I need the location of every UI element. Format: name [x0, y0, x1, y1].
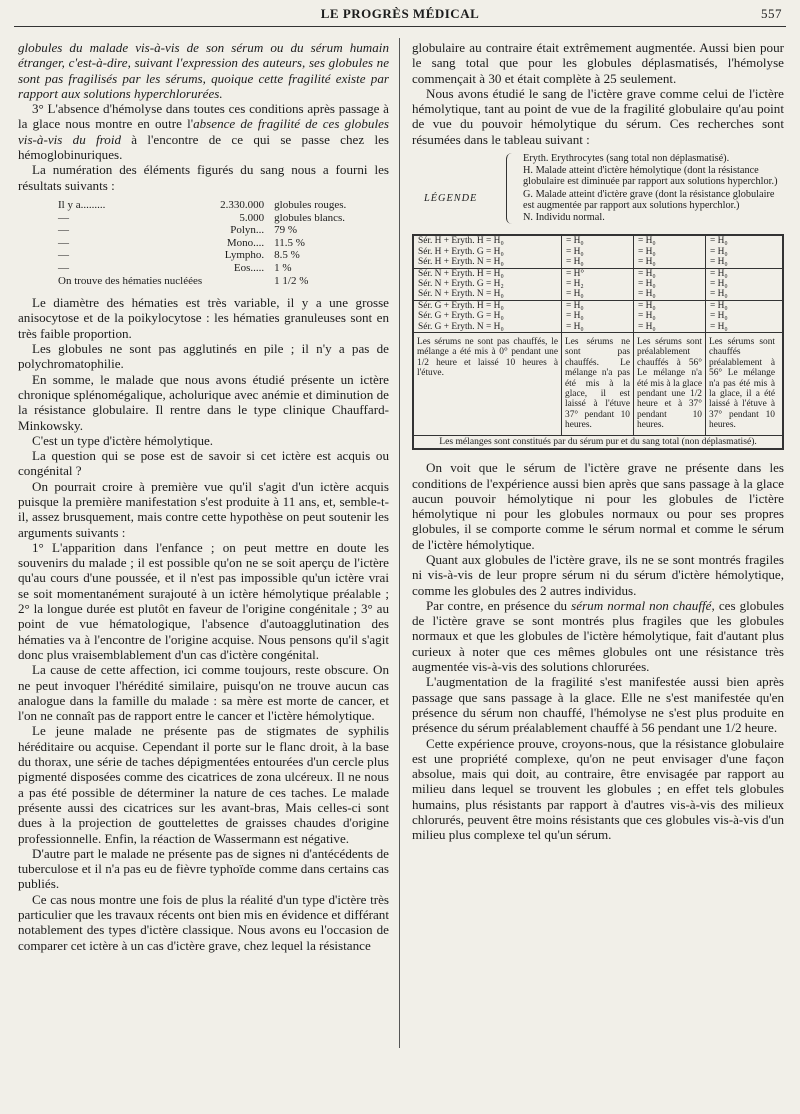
table-notes: [414, 333, 782, 436]
table-cell: Sér. H + Eryth. N = H₀: [418, 257, 504, 268]
table-column-cell: [634, 236, 706, 267]
running-header: [14, 4, 786, 27]
table-cell: = H₀: [566, 311, 584, 322]
result-row: [54, 262, 350, 275]
paragraph-text: à l'encontre de ce qui se passe chez les hémoglobinuriques.: [18, 131, 389, 163]
results-table: [54, 199, 350, 287]
paragraph: [18, 40, 389, 101]
paragraph: L'augmentation de la fragilité s'est manifestée aussi bien après passage que sans passage à la glace. Elle ne s'est manifestée qu'en présence du sérum non chauffé, l'hémolyse ne s'est plus produite en présence du sérum préalablement chauffé à 56 pendant une 1/2 heure.: [412, 674, 784, 736]
table-column-cell: [634, 269, 706, 300]
table-cell: Sér. N + Eryth. H = H₀: [418, 268, 504, 279]
result-value: Polyn...: [230, 224, 265, 237]
legend-entry: G. Malade atteint d'ictère grave (dont la résistance globulaire est augmentée par rapport aux solutions hyperchlor.): [523, 188, 775, 211]
table-cell: = H₀: [710, 289, 728, 300]
paragraph: La cause de cette affection, ici comme toujours, reste obscure. On ne peut invoquer l'hérédité similaire, puisqu'on ne trouve aucun cas analogue dans la famille du malade : sa mère est morte de cancer, et l'on ne connaît pas de rapport entre le cancer et l'ictère hémolytique.: [18, 662, 389, 724]
table-group: [414, 236, 782, 268]
table-cell: = H₀: [638, 236, 656, 247]
table-cell: = H₀: [566, 300, 584, 311]
table-column-cell: [562, 236, 634, 267]
table-cell: = H₀: [638, 257, 656, 268]
paragraph: Les globules ne sont pas agglutinés en pile ; il n'y a pas de polychromatophilie.: [18, 341, 389, 372]
paragraph: C'est un type d'ictère hémolytique.: [32, 432, 214, 448]
table-note: Les sérums ne sont pas chauffés. Le mélange n'a pas été mis à la glace, il est laissé à l'étuve 37° pendant 10 heures.: [562, 333, 634, 435]
legend-entries: [523, 153, 784, 224]
legend-brace: [506, 153, 519, 224]
result-value: 5.000: [239, 211, 265, 224]
legend-entry: N. Individu normal.: [523, 212, 605, 224]
table-cell: Sér. H + Eryth. H = H₀: [418, 236, 504, 247]
table-cell: = H₀: [566, 257, 584, 268]
table-column-cell: [414, 236, 562, 267]
result-unit: globules blancs.: [274, 211, 346, 224]
table-cell: Sér. G + Eryth. G = H₀: [418, 311, 504, 322]
column-divider: [399, 38, 400, 1048]
paragraph-text: 3° L'absence d'hémolyse dans toutes ces conditions après passage à la glace nous montre en outre l': [18, 101, 389, 132]
table-cell: Sér. G + Eryth. N = H₀: [418, 321, 504, 332]
table-cell: = H₀: [710, 300, 728, 311]
paragraph: 1° L'apparition dans l'enfance ; on peut mettre en doute les souvenirs du malade ; il est possible qu'on ne se soit aperçu de l'ictère qu'au cours d'une poussée, et il n'est pas impossible qu'un ictère vrai se soit momentanément surajouté à un ictère hémolytique préalable ; 2° la longue durée est plutôt en faveur de l'origine congénitale ; 3° au point de vue hématologique, l'absence d'autoagglutination des hématies va à l'encontre de l'origine acquise. Nous pensons qu'il s'agit donc plus vraisemblablement d'un cas d'ictère congénital.: [18, 539, 389, 662]
table-cell: = H₀: [710, 268, 728, 279]
journal-title: LE PROGRÈS MÉDICAL: [320, 6, 480, 21]
table-cell: = H₀: [566, 289, 584, 300]
right-column: [412, 40, 784, 843]
result-value: Lympho.: [224, 249, 265, 262]
table-cell: = H₀: [638, 321, 656, 332]
table-column-cell: [634, 301, 706, 332]
page-number: 557: [761, 6, 782, 21]
paragraph: En somme, le malade que nous avons étudié présente un ictère chronique splénomégalique, acholurique avec anémie et diminution de la résistance globulaire. Il rentre dans le type clinique Chauffard-Minkowsky.: [18, 371, 389, 433]
table-column-cell: [414, 269, 562, 300]
table-cell: = H₀: [710, 246, 728, 257]
table-group: [414, 301, 782, 333]
table-cell: Sér. N + Eryth. N = H₀: [418, 289, 504, 300]
table-group: [414, 269, 782, 301]
result-label: —: [58, 236, 69, 249]
result-row: [54, 224, 350, 237]
result-value: Mono....: [226, 236, 265, 249]
result-value: 2.330.000: [220, 198, 265, 211]
table-note: Les sérums sont chauffés préalablement à 56° Le mélange n'a pas été mis à la glace, il a été laissé à l'étuve à 37° pendant 10 heures.: [709, 336, 775, 431]
result-unit: 1 %: [274, 261, 292, 274]
result-unit: 1 1/2 %: [274, 274, 309, 287]
table-cell: = H₀: [638, 246, 656, 257]
legend-entry: H. Malade atteint d'ictère hémolytique (dont la résistance globulaire est diminuée par rapport aux solutions hyperchlor.): [523, 165, 778, 188]
result-row: [54, 275, 350, 288]
paragraph: On pourrait croire à première vue qu'il s'agit d'un ictère acquis puisque la première manifestation s'est produite à 11 ans, et, semble-t-il, assez brusquement, mais contre cette hypothèse on peut soutenir les arguments suivants :: [18, 478, 389, 540]
paragraph: [412, 598, 784, 674]
paragraph: Nous avons étudié le sang de l'ictère grave comme celui de l'ictère hémolytique, tant au point de vue de la fragilité globulaire qu'au point de vue du pouvoir hémolytique du sérum. Ces recherches sont résumées dans le tableau suivant :: [412, 85, 784, 147]
result-value: [206, 275, 268, 288]
paragraph: Ce cas nous montre une fois de plus la réalité d'un type d'ictère très particulier que les travaux récents ont bien mis en évidence et différant notablement des types d'ictère classique. Nous avons eu l'occasion de comparer cet ictère à un cas d'ictère grave, chez lequel la résistance: [18, 891, 389, 953]
emphasis-text: absence de fragilité de ces globules vis-à-vis du froid: [18, 116, 389, 147]
table-cell: = H₀: [638, 289, 656, 300]
result-label: Il y a.........: [58, 198, 106, 211]
table-column-cell: [562, 269, 634, 300]
table-column-cell: [706, 301, 778, 332]
result-label: —: [58, 211, 69, 224]
result-label: —: [58, 249, 69, 262]
result-unit: 8.5 %: [274, 249, 300, 262]
table-column-cell: [706, 236, 778, 267]
paragraph: La numération des éléments figurés du sang nous a fourni les résultats suivants :: [18, 162, 389, 193]
table-cell: = H₀: [638, 300, 656, 311]
paragraph: Le jeune malade ne présente pas de stigmates de syphilis héréditaire ou acquise. Cependant il porte sur le flanc droit, à la base du thorax, une série de taches dépigmentées entourées d'un cercle plus pigmenté disposées comme des cicatrices de zona ulcéreux. Il ne nous a pas été possible de déterminer la nature de ces taches. Le malade présente aussi des cicatrices sur les avant-bras, Mais celles-ci sont dues à la projection de gouttelettes de graisses chaudes d'origine professionnelle. Enfin, la réaction de Wassermann est négative.: [18, 723, 389, 846]
table-cell: = H₀: [710, 321, 728, 332]
table-footer: Les mélanges sont constitués par du sérum pur et du sang total (non déplasmatisé).: [439, 435, 757, 447]
table-cell: = H₀: [638, 311, 656, 322]
result-label: On trouve des hématies nucléées: [58, 274, 203, 287]
result-row: [54, 199, 350, 212]
paragraph-text: globules du malade vis-à-vis de son sérum ou du sérum humain étranger, c'est-à-dire, suivant l'expression des auteurs, ses globules ne sont pas fragilisés par les sérums, quoique cette fragilité existe par rapport aux solutions hyperchlorurées.: [18, 40, 389, 101]
table-cell: Sér. G + Eryth. H = H₀: [418, 300, 504, 311]
paragraph: D'autre part le malade ne présente pas de signes ni d'antécédents de tuberculose et il n'a pas eu de fièvre typhoïde comme dans certains cas publiés.: [18, 845, 389, 892]
table-cell: = H₀: [566, 321, 584, 332]
emphasis-text: sérum normal non chauffé: [571, 597, 712, 613]
table-cell: = H₀: [710, 236, 728, 247]
table-cell: = H₀: [566, 236, 584, 247]
table-cell: Sér. H + Eryth. G = H₀: [418, 246, 504, 257]
result-row: [54, 237, 350, 250]
result-unit: 11.5 %: [274, 236, 305, 249]
legend-entry: Eryth. Erythrocytes (sang total non déplasmatisé).: [523, 153, 730, 165]
hemolysis-table: [412, 234, 784, 450]
table-cell: = H₀: [638, 268, 656, 279]
table-cell: = H₀: [638, 278, 656, 289]
paragraph: [18, 101, 389, 162]
legend-block: [412, 153, 784, 224]
result-row: [54, 249, 350, 262]
table-note: Les sérums ne sont pas chauffés, le mélange a été mis à 0° pendant une 1/2 heure et laissé 10 heures à l'étuve.: [414, 333, 562, 435]
blood-count-results: [18, 199, 389, 287]
result-row: [54, 212, 350, 225]
table-cell: Sér. N + Eryth. G = H₂: [418, 278, 504, 289]
result-unit: globules rouges.: [274, 198, 347, 211]
paragraph: La question qui se pose est de savoir si cet ictère est acquis ou congénital ?: [18, 448, 389, 479]
result-label: —: [58, 261, 69, 274]
table-cell: = H₀: [710, 278, 728, 289]
paragraph-text: Par contre, en présence du: [426, 597, 572, 613]
table-cell: = H₀: [710, 257, 728, 268]
paragraph: Le diamètre des hématies est très variable, il y a une grosse anisocytose et de la poikylocytose : les hématies granuleuses sont en très faible proportion.: [18, 295, 389, 341]
table-cell: = H₂: [566, 278, 584, 289]
table-column-cell: [414, 301, 562, 332]
legend-key: LÉGENDE: [424, 193, 478, 205]
table-cell: = H°: [566, 268, 585, 279]
paragraph: On voit que le sérum de l'ictère grave ne présente dans les conditions de l'expérience aussi bien après que sans passage à la glace aucun pouvoir hémolytique ni pour les globules de l'ictère hémolytique ni pour les globules normaux ou pour ses propres globules, il se comporte comme le sérum normal et comme le sérum de l'ictère hémolytique.: [412, 460, 784, 552]
paragraph: Quant aux globules de l'ictère grave, ils ne se sont montrés fragiles ni vis-à-vis de leur propre sérum ni du sérum d'ictère hémolytique, comme les globules des 2 autres individus.: [412, 551, 784, 598]
paragraph-text: , ces globules de l'ictère grave se sont montrés plus fragiles que les globules normaux et que les globules de l'ictère hémolytique, fait d'autant plus curieux à noter que ces mêmes globules ont une résistance très augmentée vis-à-vis des solutions chlorurées.: [412, 597, 784, 675]
result-unit: 79 %: [274, 224, 298, 237]
table-cell: = H₀: [566, 246, 584, 257]
table-column-cell: [562, 301, 634, 332]
table-column-cell: [706, 269, 778, 300]
paragraph: Cette expérience prouve, croyons-nous, que la résistance globulaire est une propriété complexe, qu'on ne peut envisager d'une façon absolue, mais qui doit, au contraire, être envisagée par rapport au milieu dans lequel se trouvent les globules ; en effet tels globules humains, plus résistants par rapport à d'autres vis-à-vis des milieux chlorurés, peuvent être moins résistants que ces globules vis-à-vis d'un milieu plus complexe tel qu'un sérum.: [412, 735, 784, 843]
result-label: —: [58, 224, 69, 237]
table-note: Les sérums sont préalablement chauffés à 56° Le mélange n'a été mis à la glace pendant une 1/2 heure et à 37° pendant 10 heures.: [634, 333, 706, 435]
left-column: [18, 40, 389, 953]
result-value: Eos.....: [233, 261, 265, 274]
paragraph: globulaire au contraire était extrêmement augmentée. Aussi bien pour le sang total que pour les globules déplasmatisés, l'hémolyse commençait à 30 et était complète à 25 seulement.: [412, 40, 784, 86]
table-cell: = H₀: [710, 311, 728, 322]
